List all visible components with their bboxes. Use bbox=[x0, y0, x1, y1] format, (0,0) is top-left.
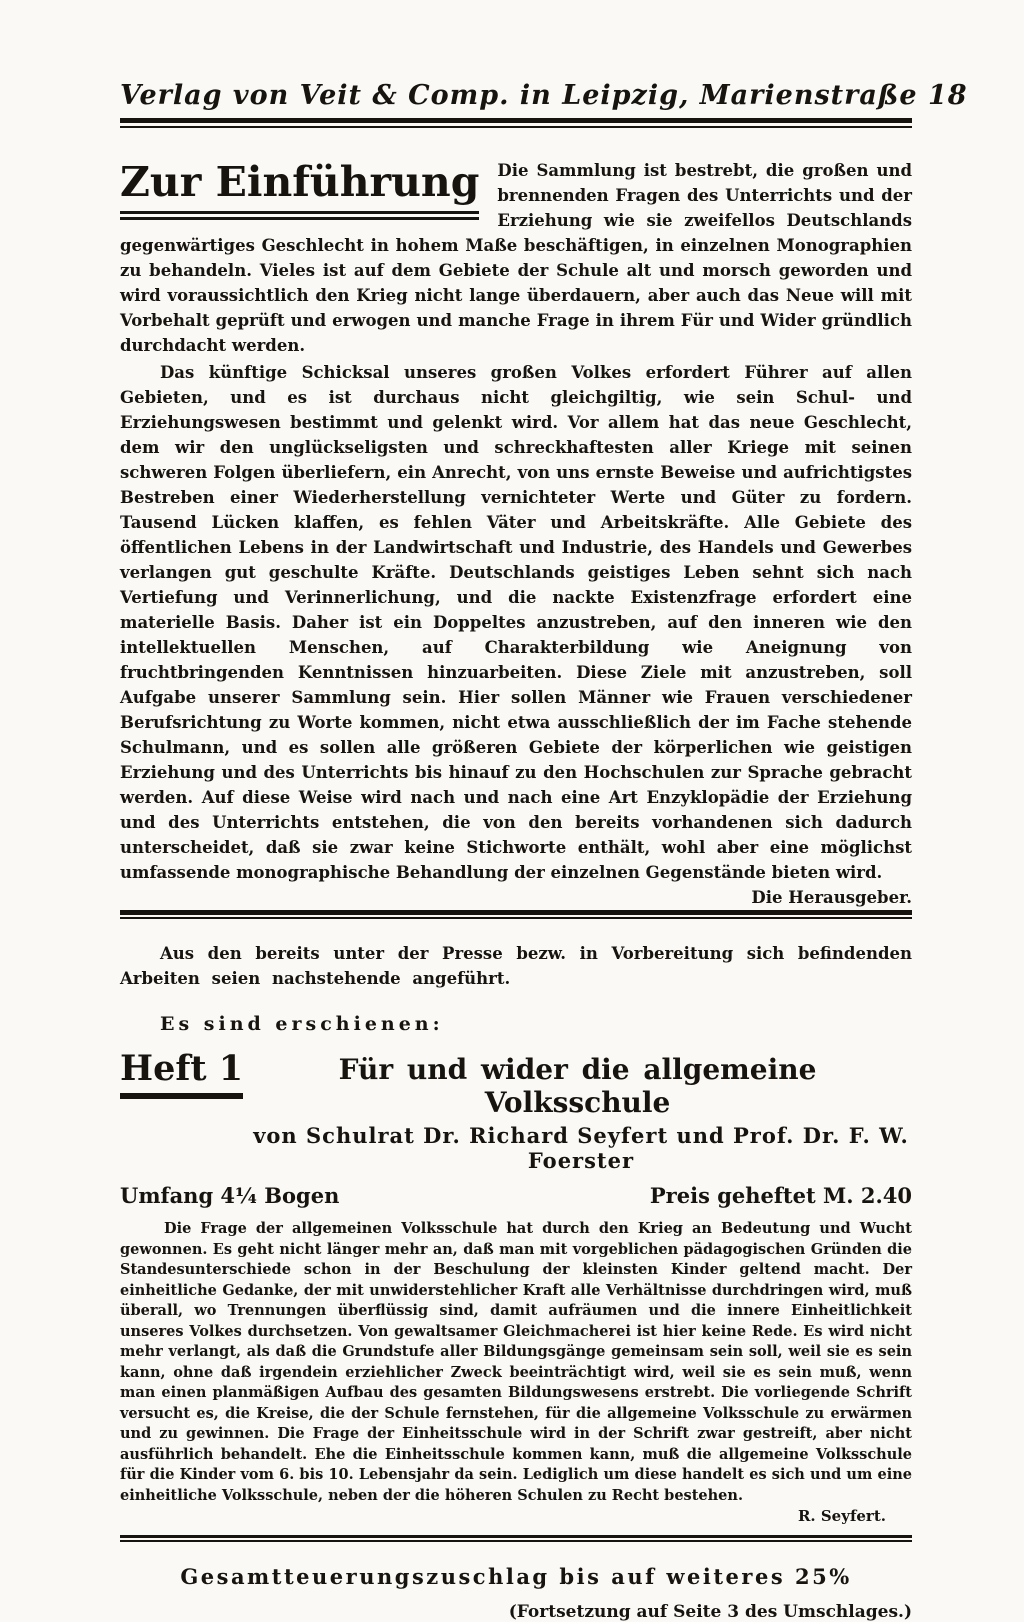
intro-heading: Zur Einführung bbox=[120, 162, 479, 220]
heft1-author-signature: R. Seyfert. bbox=[797, 1507, 886, 1525]
intro-paragraph-2-text: Das künftige Schicksal unseres großen Volkes erfordert Führer auf allen Gebieten, und es ist durchaus nicht gleichgiltig, wie sein Schul- und Erziehungswesen bestimmt und gelenkt wird. Vor allem hat das neue Geschlecht, dem wir den unglückseligsten und schreckhaftesten aller Kriege mit seinen schweren Folgen überliefern, ein Anrecht, von uns ernste Beweise und aufrichtigstes Bestreben einer Wiederherstellung vernichteter Werte und Güter zu fordern. Tausend Lücken klaffen, es fehlen Väter und Arbeitskräfte. Alle Gebiete des öffentlichen Lebens in der Landwirtschaft und Industrie, des Handels und Gewerbes verlangen gut geschulte Kräfte. Deutschlands geistiges Leben sehnt sich nach Vertiefung und Verinnerlichung, und die nackte Existenzfrage erfordert eine materielle Basis. Daher ist ein Doppeltes anzustreben, auf den inneren wie den intellektuellen Menschen, auf Charakterbildung wie Aneignung von fruchtbringenden Kenntnissen hinzuarbeiten. Diese Ziele mit anzustreben, soll Aufgabe unserer Sammlung sein. Hier sollen Männer wie Frauen verschiedener Berufsrichtung zu Worte kommen, nicht etwa ausschließlich der im Fache stehende Schulmann, und es sollen alle größeren Gebiete der körperlichen wie geistigen Erziehung und des Unterrichts bis hinauf zu den Hochschulen zur Sprache gebracht werden. Auf diese Weise wird nach und nach eine Art Enzyklopädie der Erziehung und des Unterrichts entstehen, die von den bereits vorhandenen sich dadurch unterscheidet, daß sie zwar keine Stichworte enthält, wohl aber eine möglichst umfassende monographische Behandlung der einzelnen Gegenstände bieten wird. bbox=[120, 363, 912, 882]
heft1-section bbox=[120, 1048, 912, 1525]
heft1-price: Preis geheftet M. 2.40 bbox=[649, 1183, 912, 1208]
heft1-meta-row bbox=[120, 1183, 912, 1208]
published-heading: Es sind erschienen: bbox=[160, 1013, 444, 1035]
heft1-authors: von Schulrat Dr. Richard Seyfert und Prof. Dr. F. W. Foerster bbox=[253, 1123, 909, 1173]
heft1-description: Die Frage der allgemeinen Volksschule hat durch den Krieg an Bedeutung und Wucht gewonnen. Es geht nicht länger mehr an, daß man mit vorgeblichen pädagogischen Gründen die Standesunterschiede schon in der Beschulung der kleinsten Kinder geltend macht. Der einheitliche Gedanke, der mit unwiderstehlicher Kraft alle Verhältnisse durchdringen wird, muß überall, wo Trennungen überflüssig sind, damit aufräumen und die innere Einheitlichkeit unseres Volkes durchsetzen. Von gewaltsamer Gleichmacherei ist hier keine Rede. Es wird nicht mehr verlangt, als daß die Grundstufe aller Bildungsgänge gemeinsam sein soll, weil sie es sein kann, ohne daß irgendein erziehlicher Zweck beeinträchtigt wird, weil sie es sein muß, wenn man einen planmäßigen Aufbau des gesamten Bildungswesens erstrebt. Die vorliegende Schrift versucht es, die Kreise, die der Schule fernstehen, für die allgemeine Volksschule zu erwärmen und zu gewinnen. Die Frage der Einheitsschule wird in der Schrift zwar gestreift, aber nicht ausführlich behandelt. Ehe die Einheitsschule kommen kann, muß die allgemeine Volksschule für die Kinder vom 6. bis 10. Lebensjahr da sein. Lediglich um diese handelt es sich und um eine einheitliche Volksschule, neben der die höheren Schulen zu Recht bestehen. bbox=[120, 1220, 912, 1504]
intro-paragraph-2 bbox=[120, 360, 912, 907]
price-surcharge-notice: Gesamtteuerungszuschlag bis auf weiteres 25% bbox=[180, 1564, 852, 1589]
section-divider-rule bbox=[120, 910, 912, 919]
intro-paragraph-1: Die Sammlung ist bestrebt, die großen und brennenden Fragen des Unterrichts und der Erziehung wie sie zweifellos Deutschlands gegenwärtiges Geschlecht in hohem Maße beschäftigen, in einzelnen Monographien zu behandeln. Vieles ist auf dem Gebiete der Schule alt und morsch geworden und wird voraussichtlich den Krieg nicht lange überdauern, aber auch das Neue will mit Vorbehalt geprüft und erwogen und manche Frage in ihrem Für und Wider gründlich durchdacht werden. bbox=[120, 161, 912, 355]
header-double-rule bbox=[120, 118, 912, 128]
announcement-lead: Aus den bereits unter der Presse bezw. in Vorbereitung sich befindenden Arbeiten seien nachstehende angeführt. bbox=[120, 944, 912, 988]
heft1-extent: Umfang 4¹⁄₄ Bogen bbox=[120, 1183, 340, 1208]
publisher-header: Verlag von Veit & Comp. in Leipzig, Marienstraße 18 bbox=[120, 80, 968, 111]
continuation-note: (Fortsetzung auf Seite 3 des Umschlages.) bbox=[508, 1602, 912, 1622]
catalog-page bbox=[0, 80, 1024, 1622]
heft1-title: Für und wider die allgemeine Volksschule bbox=[338, 1053, 817, 1119]
intro-section bbox=[120, 158, 912, 907]
announcement-section bbox=[120, 941, 912, 1035]
heft1-number-label: Heft 1 bbox=[120, 1051, 243, 1099]
editors-signature: Die Herausgeber. bbox=[751, 888, 912, 907]
heft1-header bbox=[120, 1048, 912, 1119]
footer-double-rule bbox=[120, 1535, 912, 1542]
